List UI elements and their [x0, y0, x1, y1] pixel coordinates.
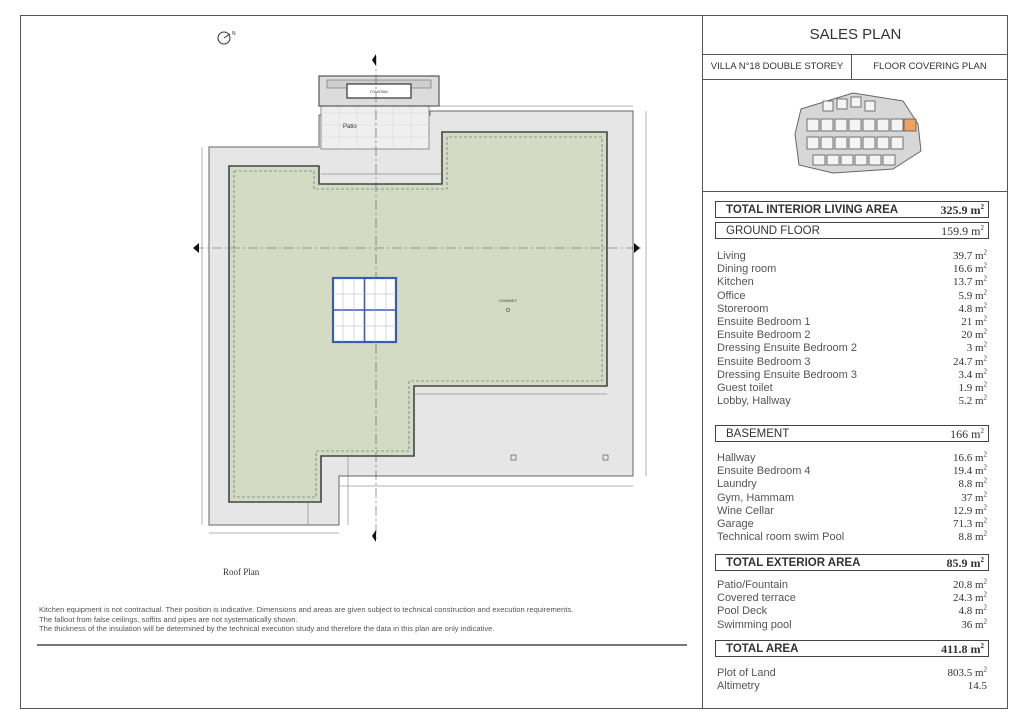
roof-plan-drawing: [21, 16, 701, 708]
total-area-label: TOTAL AREA: [726, 643, 799, 655]
total-area-box: [715, 640, 989, 657]
room-row: Ensuite Bedroom 1 21 $m^2$: [717, 314, 987, 328]
north-compass-icon: [218, 31, 236, 44]
total-interior-value: 325.9 $m^2$: [940, 203, 984, 217]
room-row: Storeroom 4.8 $m^2$: [717, 301, 987, 315]
room-row: Ensuite Bedroom 3 24.7 $m^2$: [717, 353, 987, 368]
ground-floor-list: [717, 250, 989, 408]
villa-label: VILLA N°18 DOUBLE STOREY: [703, 54, 852, 80]
chimney-label: CHIMNEY: [498, 298, 518, 303]
total-list: [717, 667, 989, 693]
patio-label: Patio: [343, 124, 357, 130]
note-line: Kitchen equipment is not contractual. Their position is indicative. Dimensions and areas are given subject to technical construction and execution requirements.: [39, 605, 574, 614]
room-row: Pool Deck 4.8 $m^2$: [717, 603, 987, 618]
basement-value: 166 $m^2$: [950, 427, 984, 441]
room-row: Ensuite Bedroom 2 20 $m^2$: [717, 327, 987, 342]
room-row: Swimming pool 36 $m^2$: [717, 616, 987, 631]
basement-label: BASEMENT: [726, 428, 790, 440]
total-exterior-box: [715, 554, 989, 571]
ground-floor-box: [715, 222, 989, 239]
room-row: Covered terrace 24.3 $m^2$: [717, 590, 987, 605]
room-row: Lobby, Hallway 5.2 $m^2$: [717, 393, 987, 408]
room-row: Guest toilet 1.9 $m^2$: [717, 380, 987, 394]
total-exterior-label: TOTAL EXTERIOR AREA: [726, 557, 861, 569]
plan-type-label: FLOOR COVERING PLAN: [852, 54, 1008, 80]
room-row: Technical room swim Pool 8.8 $m^2$: [717, 529, 987, 544]
room-row: Hallway 16.6 $m^2$: [717, 450, 987, 464]
roof-plan-svg: [21, 16, 701, 616]
plot-row: Plot of Land 803.5 $m^2$: [717, 665, 987, 679]
basement-list: [717, 452, 989, 544]
room-row: Living 39.7 $m^2$: [717, 248, 987, 262]
note-line: The thickness of the insulation will be determined by the technical execution study and therefore the data in this plan are only indicative.: [39, 624, 495, 634]
skylight: [333, 278, 396, 342]
altimetry-row: Altimetry 14.5: [717, 680, 987, 693]
room-row: Kitchen 13.7 $m^2$: [717, 274, 987, 289]
total-exterior-value: 85.9 $m^2$: [946, 556, 984, 570]
ground-floor-value: 159.9 $m^2$: [941, 224, 984, 238]
site-plan-thumbnail: [703, 79, 1008, 192]
room-row: Gym, Hammam 37 $m^2$: [717, 489, 987, 504]
site-plan-svg: [703, 79, 1008, 191]
room-row: Dressing Ensuite Bedroom 2 3 $m^2$: [717, 340, 987, 355]
fountain: [319, 76, 439, 106]
room-row: Wine Cellar 12.9 $m^2$: [717, 503, 987, 517]
panel-title: SALES PLAN: [703, 16, 1008, 55]
room-row: Dressing Ensuite Bedroom 3 3.4 $m^2$: [717, 367, 987, 381]
ground-floor-label: GROUND FLOOR: [726, 225, 820, 237]
roof-plan-title: Roof Plan: [223, 567, 260, 577]
room-row: Office 5.9 $m^2$: [717, 287, 987, 302]
svg-text:N: N: [232, 31, 236, 37]
room-row: Ensuite Bedroom 4 19.4 $m^2$: [717, 463, 987, 478]
exterior-list: [717, 579, 989, 632]
fountain-label: FOUNTAIN: [370, 90, 388, 94]
sales-panel: [703, 16, 1008, 708]
sales-plan-sheet: [20, 15, 1008, 709]
villa-highlight: [904, 119, 916, 131]
basement-box: [715, 425, 989, 442]
total-area-value: 411.8 $m^2$: [941, 642, 984, 656]
patio-area: [321, 101, 429, 149]
divider: [37, 644, 687, 646]
room-row: Laundry 8.8 $m^2$: [717, 476, 987, 491]
room-row: Garage 71.3 $m^2$: [717, 516, 987, 530]
total-interior-label: TOTAL INTERIOR LIVING AREA: [726, 204, 899, 216]
disclaimer-notes: [39, 605, 689, 634]
room-row: Patio/Fountain 20.8 $m^2$: [717, 577, 987, 591]
note-line: The fallout from false ceilings, soffits and pipes are not systematically shown.: [39, 614, 298, 624]
room-row: Dining room 16.6 $m^2$: [717, 261, 987, 276]
total-interior-box: [715, 201, 989, 218]
